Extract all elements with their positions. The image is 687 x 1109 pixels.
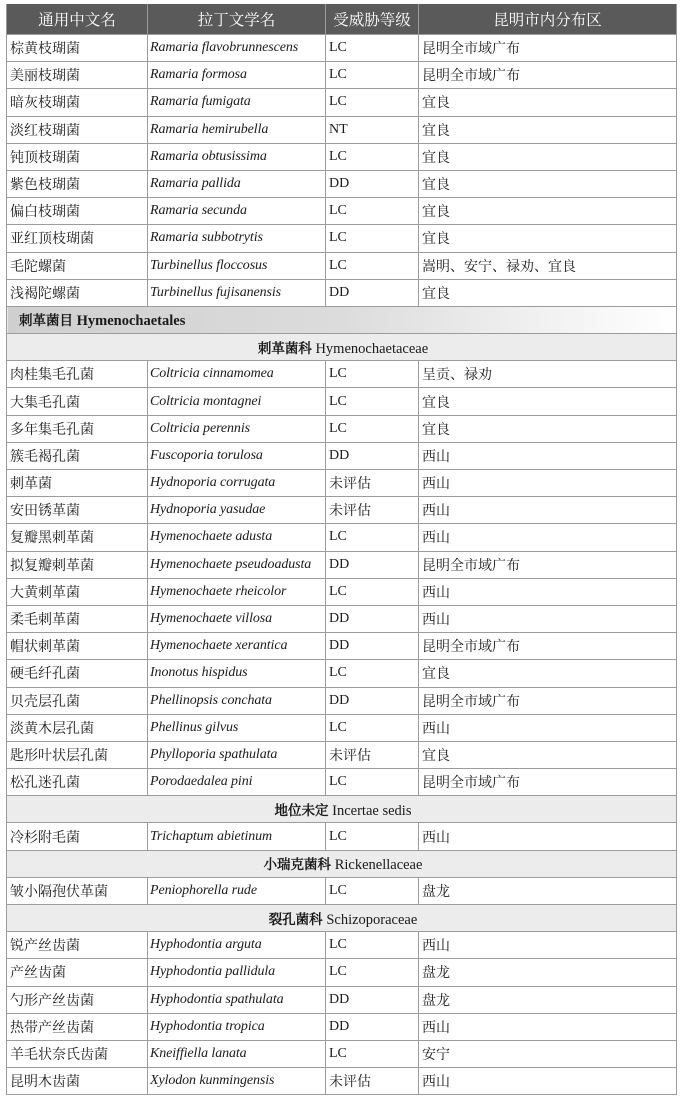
cell-chinese-name: 复瓣黑刺革菌 — [7, 524, 148, 551]
family-heading — [7, 796, 677, 823]
species-row — [7, 714, 677, 741]
cell-latin-name: Ramaria flavobrunnescens — [148, 35, 326, 62]
cell-chinese-name: 柔毛刺革菌 — [7, 605, 148, 632]
cell-chinese-name: 暗灰枝瑚菌 — [7, 89, 148, 116]
cell-chinese-name: 浅褐陀螺菌 — [7, 279, 148, 306]
cell-distribution: 嵩明、安宁、禄劝、宜良 — [419, 252, 677, 279]
cell-distribution: 宜良 — [419, 170, 677, 197]
cell-latin-name: Turbinellus fujisanensis — [148, 279, 326, 306]
cell-latin-name: Hyphodontia pallidula — [148, 959, 326, 986]
cell-distribution: 呈贡、禄劝 — [419, 361, 677, 388]
species-row — [7, 279, 677, 306]
cell-distribution: 西山 — [419, 1068, 677, 1095]
cell-distribution: 西山 — [419, 470, 677, 497]
cell-chinese-name: 拟复瓣刺革菌 — [7, 551, 148, 578]
cell-chinese-name: 帽状刺革菌 — [7, 633, 148, 660]
cell-latin-name: Peniophorella rude — [148, 877, 326, 904]
cell-chinese-name: 大黄刺革菌 — [7, 578, 148, 605]
species-row — [7, 361, 677, 388]
species-row — [7, 470, 677, 497]
cell-latin-name: Coltricia cinnamomea — [148, 361, 326, 388]
cell-threat-level: LC — [326, 660, 419, 687]
header-chinese-name: 通用中文名 — [7, 4, 148, 35]
cell-chinese-name: 硬毛纤孔菌 — [7, 660, 148, 687]
cell-chinese-name: 亚红顶枝瑚菌 — [7, 225, 148, 252]
cell-latin-name: Hyphodontia tropica — [148, 1013, 326, 1040]
cell-distribution: 西山 — [419, 497, 677, 524]
cell-distribution: 昆明全市域广布 — [419, 633, 677, 660]
cell-threat-level: LC — [326, 198, 419, 225]
species-row — [7, 660, 677, 687]
cell-threat-level: LC — [326, 225, 419, 252]
species-row — [7, 170, 677, 197]
cell-threat-level: 未评估 — [326, 497, 419, 524]
species-row — [7, 198, 677, 225]
cell-latin-name: Ramaria pallida — [148, 170, 326, 197]
family-chinese-name: 小瑞克菌科 — [263, 857, 332, 874]
cell-distribution: 昆明全市域广布 — [419, 687, 677, 714]
family-chinese-name: 地位未定 — [274, 802, 329, 819]
cell-latin-name: Fuscoporia torulosa — [148, 442, 326, 469]
cell-threat-level: DD — [326, 442, 419, 469]
family-heading — [7, 850, 677, 877]
cell-chinese-name: 勺形产丝齿菌 — [7, 986, 148, 1013]
cell-distribution: 宜良 — [419, 198, 677, 225]
cell-distribution: 盘龙 — [419, 986, 677, 1013]
cell-threat-level: LC — [326, 877, 419, 904]
cell-distribution: 宜良 — [419, 279, 677, 306]
cell-latin-name: Hydnoporia corrugata — [148, 470, 326, 497]
cell-distribution: 宜良 — [419, 225, 677, 252]
species-row — [7, 633, 677, 660]
cell-latin-name: Hymenochaete rheicolor — [148, 578, 326, 605]
cell-distribution: 昆明全市域广布 — [419, 62, 677, 89]
cell-distribution: 盘龙 — [419, 959, 677, 986]
cell-distribution: 西山 — [419, 605, 677, 632]
cell-threat-level: LC — [326, 932, 419, 959]
cell-threat-level: LC — [326, 62, 419, 89]
cell-threat-level: LC — [326, 361, 419, 388]
cell-chinese-name: 匙形叶状层孔菌 — [7, 741, 148, 768]
cell-chinese-name: 毛陀螺菌 — [7, 252, 148, 279]
cell-threat-level: DD — [326, 687, 419, 714]
species-row — [7, 769, 677, 796]
cell-latin-name: Phylloporia spathulata — [148, 741, 326, 768]
cell-chinese-name: 肉桂集毛孔菌 — [7, 361, 148, 388]
cell-latin-name: Hymenochaete adusta — [148, 524, 326, 551]
species-row — [7, 116, 677, 143]
species-row — [7, 1013, 677, 1040]
family-heading-row — [7, 334, 677, 361]
cell-threat-level: DD — [326, 633, 419, 660]
species-row — [7, 62, 677, 89]
cell-distribution: 宜良 — [419, 116, 677, 143]
cell-latin-name: Ramaria hemirubella — [148, 116, 326, 143]
cell-chinese-name: 安田锈革菌 — [7, 497, 148, 524]
table-header-row — [7, 4, 677, 35]
cell-chinese-name: 贝壳层孔菌 — [7, 687, 148, 714]
cell-distribution: 昆明全市域广布 — [419, 35, 677, 62]
family-chinese-name: 刺革菌科 — [257, 340, 312, 357]
cell-chinese-name: 美丽枝瑚菌 — [7, 62, 148, 89]
cell-latin-name: Hyphodontia arguta — [148, 932, 326, 959]
cell-latin-name: Coltricia montagnei — [148, 388, 326, 415]
family-heading-row — [7, 905, 677, 932]
cell-threat-level: 未评估 — [326, 741, 419, 768]
cell-latin-name: Hymenochaete villosa — [148, 605, 326, 632]
cell-latin-name: Ramaria secunda — [148, 198, 326, 225]
cell-chinese-name: 松孔迷孔菌 — [7, 769, 148, 796]
species-row — [7, 35, 677, 62]
cell-chinese-name: 热带产丝齿菌 — [7, 1013, 148, 1040]
species-row — [7, 143, 677, 170]
species-row — [7, 1040, 677, 1067]
cell-chinese-name: 昆明木齿菌 — [7, 1068, 148, 1095]
order-chinese-name: 刺革菌目 — [19, 313, 73, 330]
cell-distribution: 宜良 — [419, 143, 677, 170]
cell-chinese-name: 淡黄木层孔菌 — [7, 714, 148, 741]
cell-distribution: 宜良 — [419, 89, 677, 116]
cell-latin-name: Phellinopsis conchata — [148, 687, 326, 714]
family-heading-row — [7, 850, 677, 877]
species-row — [7, 877, 677, 904]
header-threat-level: 受威胁等级 — [326, 4, 419, 35]
cell-threat-level: LC — [326, 89, 419, 116]
cell-threat-level: DD — [326, 279, 419, 306]
cell-latin-name: Porodaedalea pini — [148, 769, 326, 796]
family-heading-row — [7, 796, 677, 823]
cell-threat-level: LC — [326, 714, 419, 741]
cell-latin-name: Phellinus gilvus — [148, 714, 326, 741]
species-row — [7, 524, 677, 551]
fungi-species-table — [6, 4, 677, 1095]
cell-latin-name: Inonotus hispidus — [148, 660, 326, 687]
family-latin-name: Hymenochaetaceae — [315, 340, 429, 357]
cell-distribution: 昆明全市域广布 — [419, 551, 677, 578]
cell-distribution: 西山 — [419, 714, 677, 741]
cell-distribution: 西山 — [419, 524, 677, 551]
cell-latin-name: Ramaria formosa — [148, 62, 326, 89]
cell-chinese-name: 锐产丝齿菌 — [7, 932, 148, 959]
species-row — [7, 741, 677, 768]
cell-threat-level: LC — [326, 252, 419, 279]
species-row — [7, 687, 677, 714]
cell-chinese-name: 簇毛褐孔菌 — [7, 442, 148, 469]
table-body — [7, 35, 677, 1095]
cell-threat-level: LC — [326, 578, 419, 605]
cell-latin-name: Hyphodontia spathulata — [148, 986, 326, 1013]
cell-chinese-name: 紫色枝瑚菌 — [7, 170, 148, 197]
cell-threat-level: LC — [326, 959, 419, 986]
header-distribution: 昆明市内分布区 — [419, 4, 677, 35]
species-row — [7, 415, 677, 442]
cell-threat-level: DD — [326, 170, 419, 197]
cell-threat-level: LC — [326, 1040, 419, 1067]
species-row — [7, 1068, 677, 1095]
species-row — [7, 959, 677, 986]
cell-chinese-name: 多年集毛孔菌 — [7, 415, 148, 442]
cell-chinese-name: 棕黄枝瑚菌 — [7, 35, 148, 62]
cell-latin-name: Hymenochaete pseudoadusta — [148, 551, 326, 578]
species-row — [7, 442, 677, 469]
species-row — [7, 388, 677, 415]
species-row — [7, 823, 677, 850]
cell-chinese-name: 皱小隔孢伏革菌 — [7, 877, 148, 904]
family-heading — [7, 905, 677, 932]
cell-latin-name: Turbinellus floccosus — [148, 252, 326, 279]
cell-threat-level: LC — [326, 769, 419, 796]
cell-latin-name: Kneiffiella lanata — [148, 1040, 326, 1067]
cell-distribution: 昆明全市域广布 — [419, 769, 677, 796]
family-heading — [7, 334, 677, 361]
cell-distribution: 西山 — [419, 823, 677, 850]
cell-chinese-name: 偏白枝瑚菌 — [7, 198, 148, 225]
cell-distribution: 西山 — [419, 932, 677, 959]
cell-threat-level: 未评估 — [326, 1068, 419, 1095]
cell-distribution: 盘龙 — [419, 877, 677, 904]
cell-distribution: 宜良 — [419, 660, 677, 687]
cell-distribution: 西山 — [419, 1013, 677, 1040]
cell-threat-level: DD — [326, 605, 419, 632]
family-chinese-name: 裂孔菌科 — [268, 911, 323, 928]
header-latin-name: 拉丁文学名 — [148, 4, 326, 35]
cell-chinese-name: 大集毛孔菌 — [7, 388, 148, 415]
cell-latin-name: Xylodon kunmingensis — [148, 1068, 326, 1095]
cell-chinese-name: 淡红枝瑚菌 — [7, 116, 148, 143]
species-row — [7, 578, 677, 605]
order-heading-row — [7, 306, 677, 333]
species-row — [7, 225, 677, 252]
cell-distribution: 西山 — [419, 442, 677, 469]
family-latin-name: Schizoporaceae — [326, 911, 418, 928]
cell-latin-name: Hydnoporia yasudae — [148, 497, 326, 524]
cell-latin-name: Ramaria obtusissima — [148, 143, 326, 170]
family-latin-name: Incertae sedis — [332, 802, 412, 819]
cell-threat-level: LC — [326, 35, 419, 62]
cell-threat-level: DD — [326, 551, 419, 578]
cell-chinese-name: 冷杉附毛菌 — [7, 823, 148, 850]
cell-threat-level: LC — [326, 415, 419, 442]
species-row — [7, 605, 677, 632]
cell-latin-name: Ramaria fumigata — [148, 89, 326, 116]
species-row — [7, 551, 677, 578]
species-row — [7, 986, 677, 1013]
cell-distribution: 宜良 — [419, 741, 677, 768]
family-latin-name: Rickenellaceae — [334, 857, 423, 874]
cell-threat-level: DD — [326, 986, 419, 1013]
species-row — [7, 497, 677, 524]
cell-threat-level: LC — [326, 823, 419, 850]
cell-distribution: 安宁 — [419, 1040, 677, 1067]
species-row — [7, 932, 677, 959]
cell-chinese-name: 钝顶枝瑚菌 — [7, 143, 148, 170]
cell-threat-level: LC — [326, 143, 419, 170]
order-heading — [7, 306, 677, 333]
cell-distribution: 宜良 — [419, 415, 677, 442]
cell-chinese-name: 羊毛状奈氏齿菌 — [7, 1040, 148, 1067]
cell-latin-name: Ramaria subbotrytis — [148, 225, 326, 252]
cell-threat-level: LC — [326, 388, 419, 415]
cell-latin-name: Hymenochaete xerantica — [148, 633, 326, 660]
species-row — [7, 252, 677, 279]
species-row — [7, 89, 677, 116]
cell-chinese-name: 刺革菌 — [7, 470, 148, 497]
cell-threat-level: 未评估 — [326, 470, 419, 497]
order-latin-name: Hymenochaetales — [76, 313, 186, 330]
cell-threat-level: LC — [326, 524, 419, 551]
cell-distribution: 西山 — [419, 578, 677, 605]
cell-latin-name: Trichaptum abietinum — [148, 823, 326, 850]
cell-distribution: 宜良 — [419, 388, 677, 415]
cell-threat-level: DD — [326, 1013, 419, 1040]
cell-chinese-name: 产丝齿菌 — [7, 959, 148, 986]
cell-threat-level: NT — [326, 116, 419, 143]
cell-latin-name: Coltricia perennis — [148, 415, 326, 442]
